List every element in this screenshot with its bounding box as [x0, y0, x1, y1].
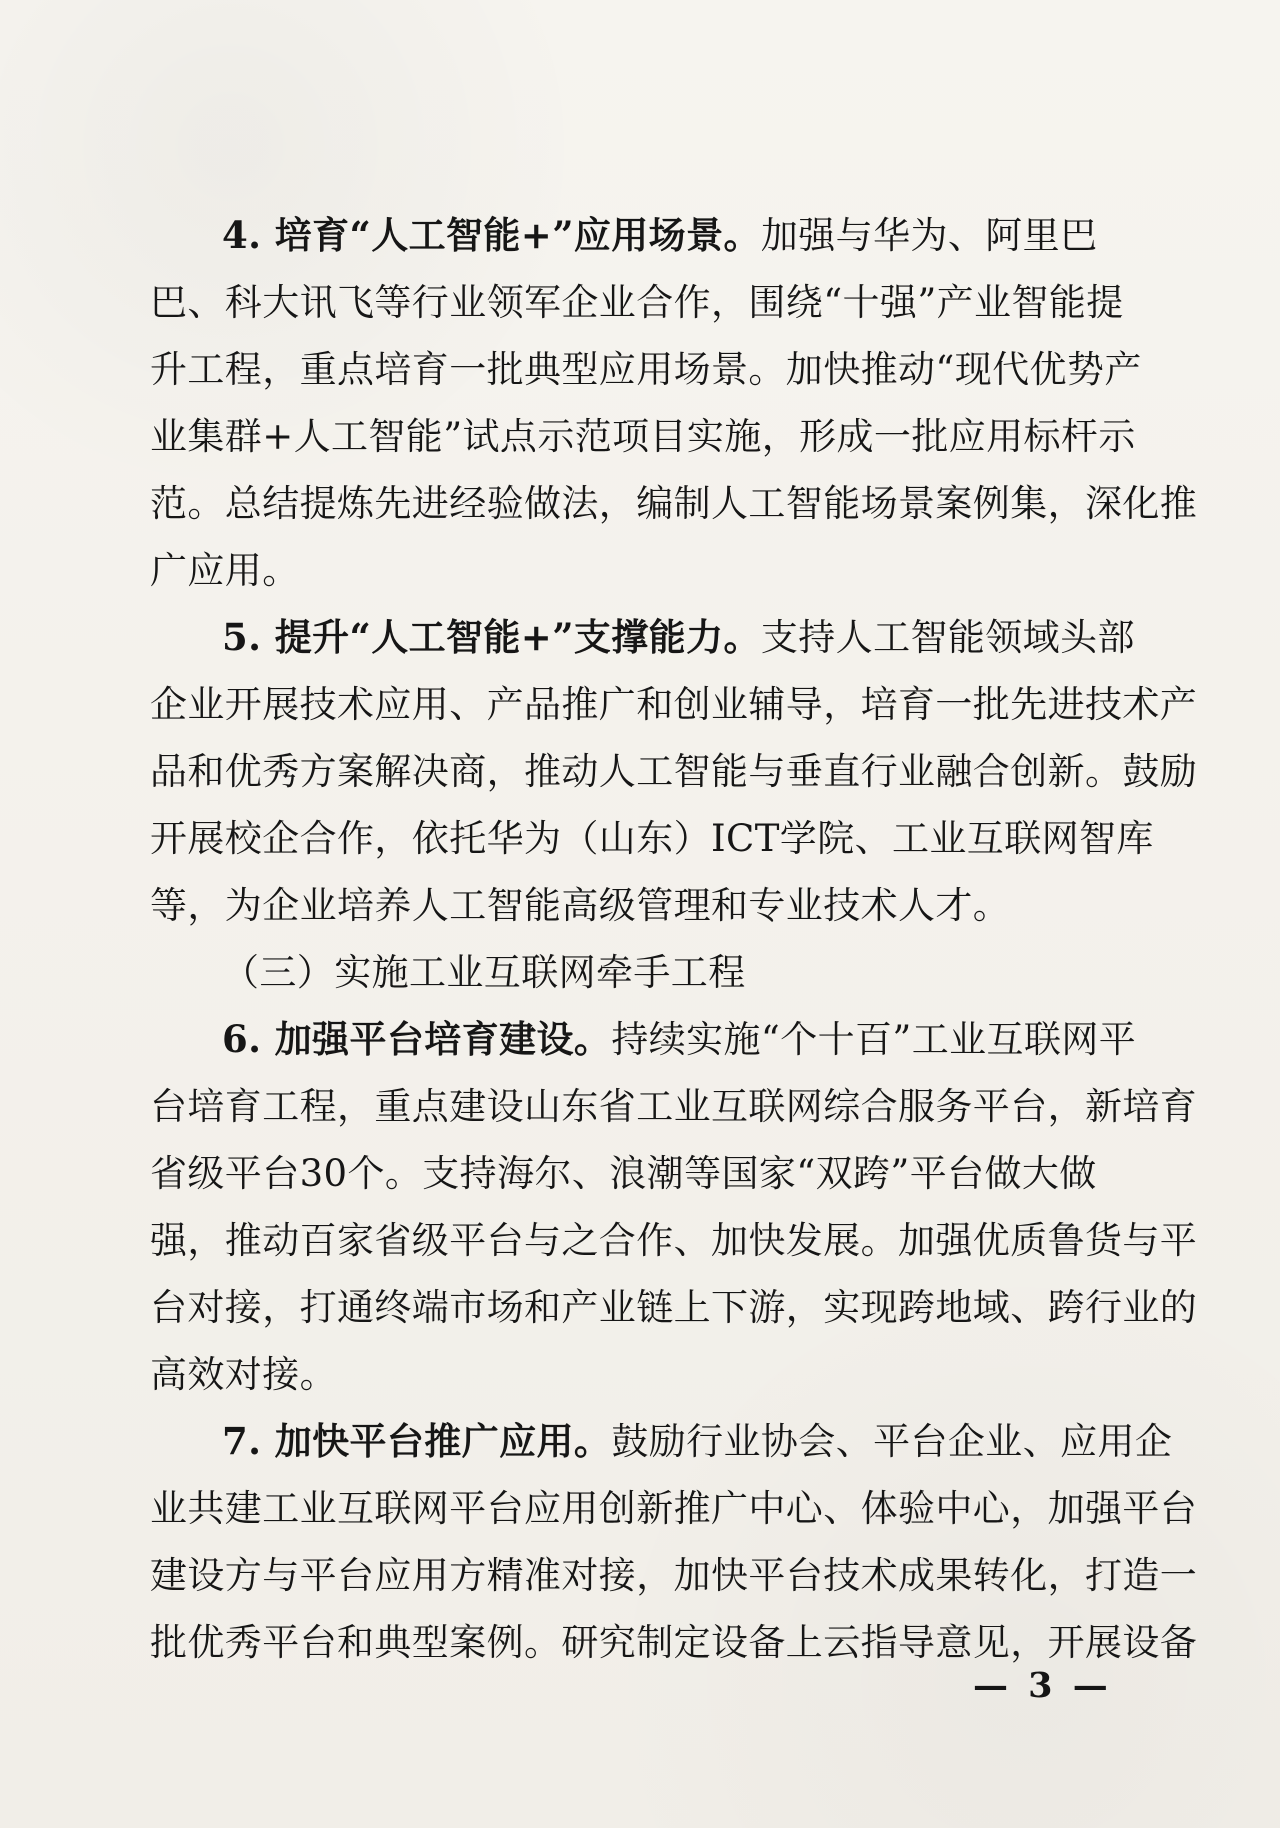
paragraph-text: 支持人工智能领域头部	[760, 616, 1135, 659]
paragraph-text: 加强与华为、阿里巴	[760, 214, 1098, 257]
paragraph-line: 品和优秀方案解决商，推动人工智能与垂直行业融合创新。鼓励	[150, 750, 1198, 793]
paragraph-line: 广应用。	[150, 549, 300, 592]
paragraph-text: 持续实施“个十百”工业互联网平	[611, 1018, 1137, 1061]
paragraph-line	[150, 1006, 1137, 1073]
paragraph-line: 等，为企业培养人工智能高级管理和专业技术人才。	[150, 884, 1011, 927]
paragraph-line	[150, 1408, 1173, 1475]
paragraph-line	[150, 202, 1130, 269]
paragraph-line: 省级平台30个。支持海尔、浪潮等国家“双跨”平台做大做	[150, 1152, 1097, 1195]
paragraph-line: 巴、科大讯飞等行业领军企业合作，围绕“十强”产业智能提	[150, 281, 1124, 324]
paragraph-line: 台培育工程，重点建设山东省工业互联网综合服务平台，新培育	[150, 1085, 1198, 1128]
paragraph-line: 业集群+人工智能”试点示范项目实施，形成一批应用标杆示	[150, 415, 1136, 458]
paragraph-text: 鼓励行业协会、平台企业、应用企	[611, 1420, 1173, 1463]
section-heading: （三）实施工业互联网牵手工程	[222, 951, 746, 994]
paragraph-line: 台对接，打通终端市场和产业链上下游，实现跨地域、跨行业的	[150, 1286, 1198, 1329]
paragraph-line: 建设方与平台应用方精准对接，加快平台技术成果转化，打造一	[150, 1554, 1198, 1597]
paragraph-line: 强，推动百家省级平台与之合作、加快发展。加强优质鲁货与平	[150, 1219, 1198, 1262]
paragraph-line: 企业开展技术应用、产品推广和创业辅导，培育一批先进技术产	[150, 683, 1198, 726]
paragraph-line: 批优秀平台和典型案例。研究制定设备上云指导意见，开展设备	[150, 1621, 1198, 1664]
paragraph-line: 开展校企合作，依托华为（山东）ICT学院、工业互联网智库	[150, 817, 1154, 860]
section-lead: 6. 加强平台培育建设。	[222, 1017, 612, 1061]
page-number: — 3 —	[973, 1665, 1112, 1706]
paragraph-line	[150, 604, 1135, 671]
document-body	[150, 202, 1198, 1676]
paragraph-line: 升工程，重点培育一批典型应用场景。加快推动“现代优势产	[150, 348, 1142, 391]
section-lead: 4. 培育“人工智能+”应用场景。	[222, 213, 761, 257]
paragraph-line: 业共建工业互联网平台应用创新推广中心、体验中心，加强平台	[150, 1487, 1198, 1530]
section-lead: 5. 提升“人工智能+”支撑能力。	[222, 615, 761, 659]
paragraph-line: 范。总结提炼先进经验做法，编制人工智能场景案例集，深化推	[150, 482, 1198, 525]
section-lead: 7. 加快平台推广应用。	[222, 1419, 612, 1463]
paragraph-line: 高效对接。	[150, 1353, 337, 1396]
